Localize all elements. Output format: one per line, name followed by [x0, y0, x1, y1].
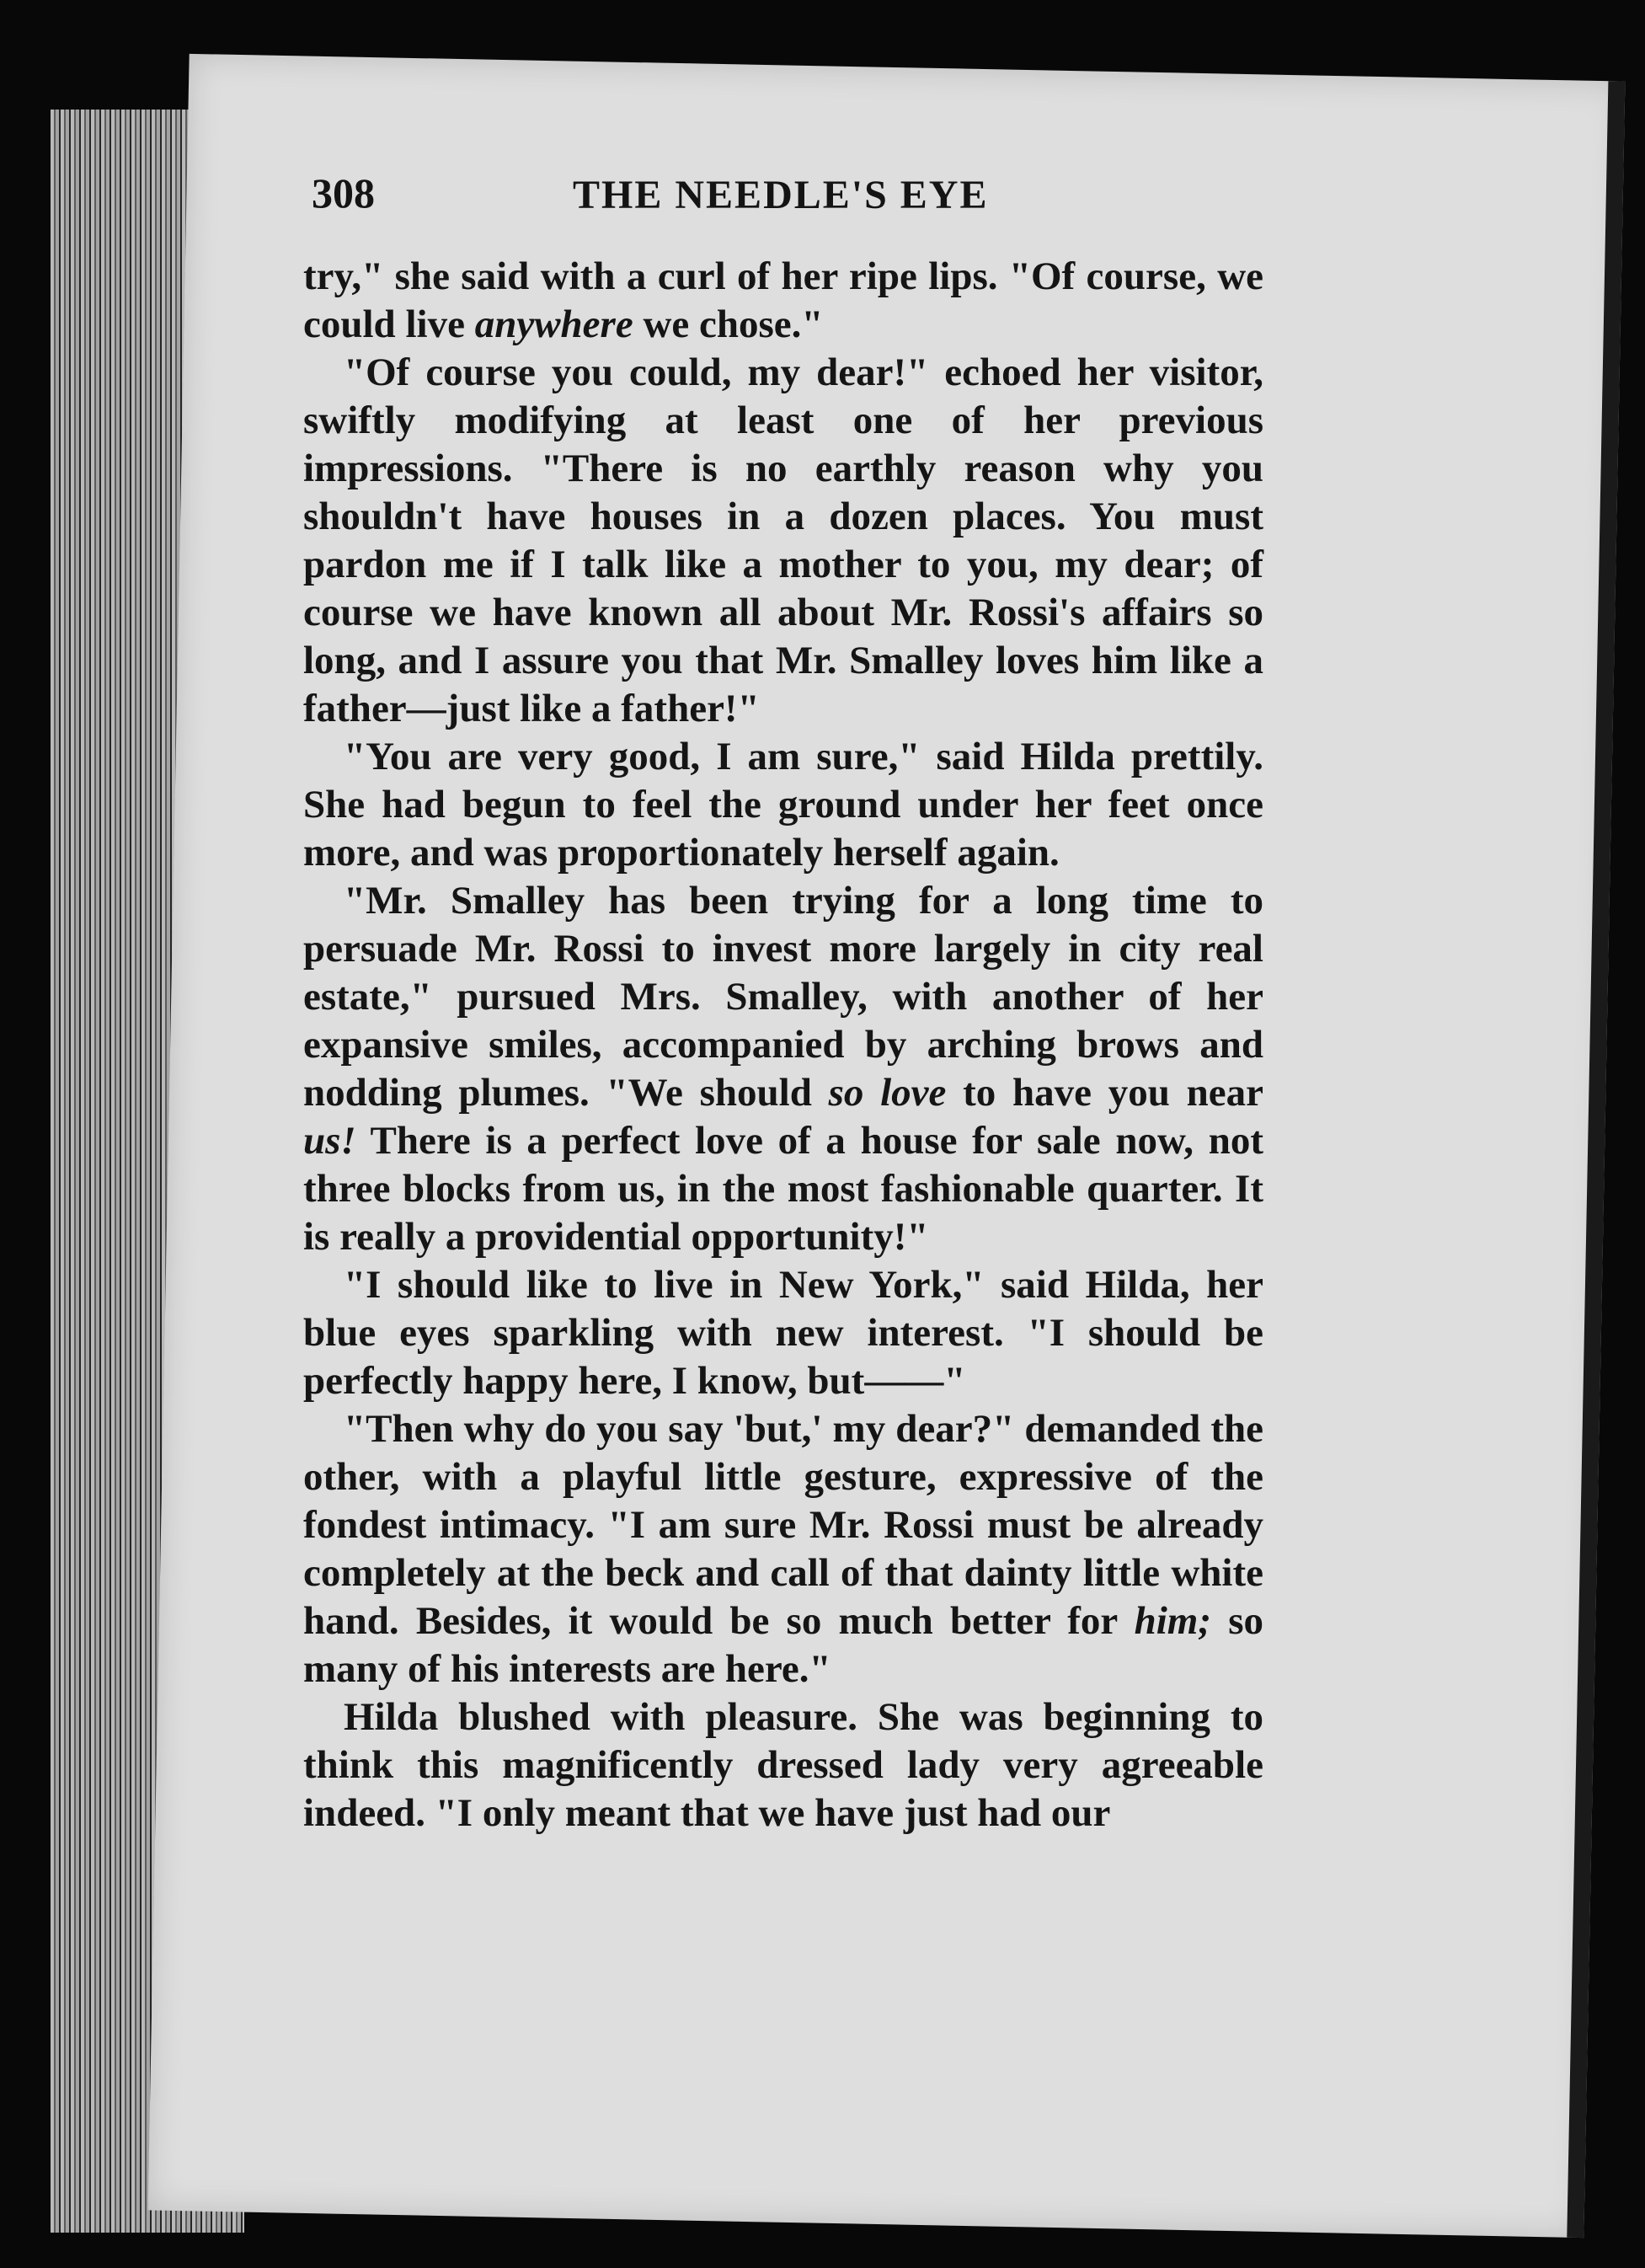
paragraph-text: "I should like to live in New York," said Hilda, her blue eyes sparkling with new interest. "I should be perfectly happy here, I know, but——" [303, 1263, 1263, 1403]
paragraph-text: Hilda blushed with pleasure. She was beginning to think this magnificently dressed lady very agreeable indeed. "I only meant that we have just had our [303, 1695, 1263, 1835]
body-text [303, 253, 1263, 1837]
paragraph-text: so many of his interests are here." [303, 1599, 1263, 1691]
paragraph [303, 1405, 1263, 1693]
page-gutter-shadow [1567, 81, 1625, 2238]
paragraph [303, 349, 1263, 733]
paragraph-text: "Mr. Smalley has been trying for a long time to persuade Mr. Rossi to invest more largely in city real estate," pursued Mrs. Smalley, with another of her expansive smiles, accompanied by arching brows and nodding plumes. "We should [303, 879, 1263, 1115]
paragraph-text: to have you near [946, 1071, 1263, 1115]
paragraph-text: we chose." [633, 302, 824, 346]
paragraph [303, 1693, 1263, 1837]
paragraph-text: "Of course you could, my dear!" echoed her visitor, swiftly modifying at least one of her previous impressions. "There is no earthly reason why you shouldn't have houses in a dozen places. You must pardon me if I talk like a mother to you, my dear; of course we have known all about Mr. Rossi's affairs so long, and I assure you that Mr. Smalley loves him like a father—just like a father!" [303, 350, 1263, 730]
paragraph-text: "You are very good, I am sure," said Hilda prettily. She had begun to feel the ground under her feet once more, and was proportionately herself again. [303, 735, 1263, 875]
paragraph-text: try," she said with a curl of her ripe lips. "Of course, we could live [303, 254, 1263, 346]
running-title: THE NEEDLE'S EYE [573, 173, 989, 217]
paragraph [303, 253, 1263, 349]
italic-text: so love [828, 1071, 947, 1115]
paragraph [303, 877, 1263, 1261]
paragraph-text: "Then why do you say 'but,' my dear?" demanded the other, with a playful little gesture, expressive of the fondest intimacy. "I am sure Mr. Rossi must be already completely at the beck and call of that dainty little white hand. Besides, it would be so much better for [303, 1407, 1263, 1643]
paragraph [303, 1261, 1263, 1405]
italic-text: us! [303, 1119, 356, 1163]
page-number: 308 [312, 169, 375, 217]
paragraph [303, 733, 1263, 877]
italic-text: anywhere [474, 302, 633, 346]
italic-text: him; [1134, 1599, 1212, 1643]
paragraph-text: There is a perfect love of a house for sale now, not three blocks from us, in the most fashionable quarter. It is really a providential opportunity!" [303, 1119, 1263, 1259]
